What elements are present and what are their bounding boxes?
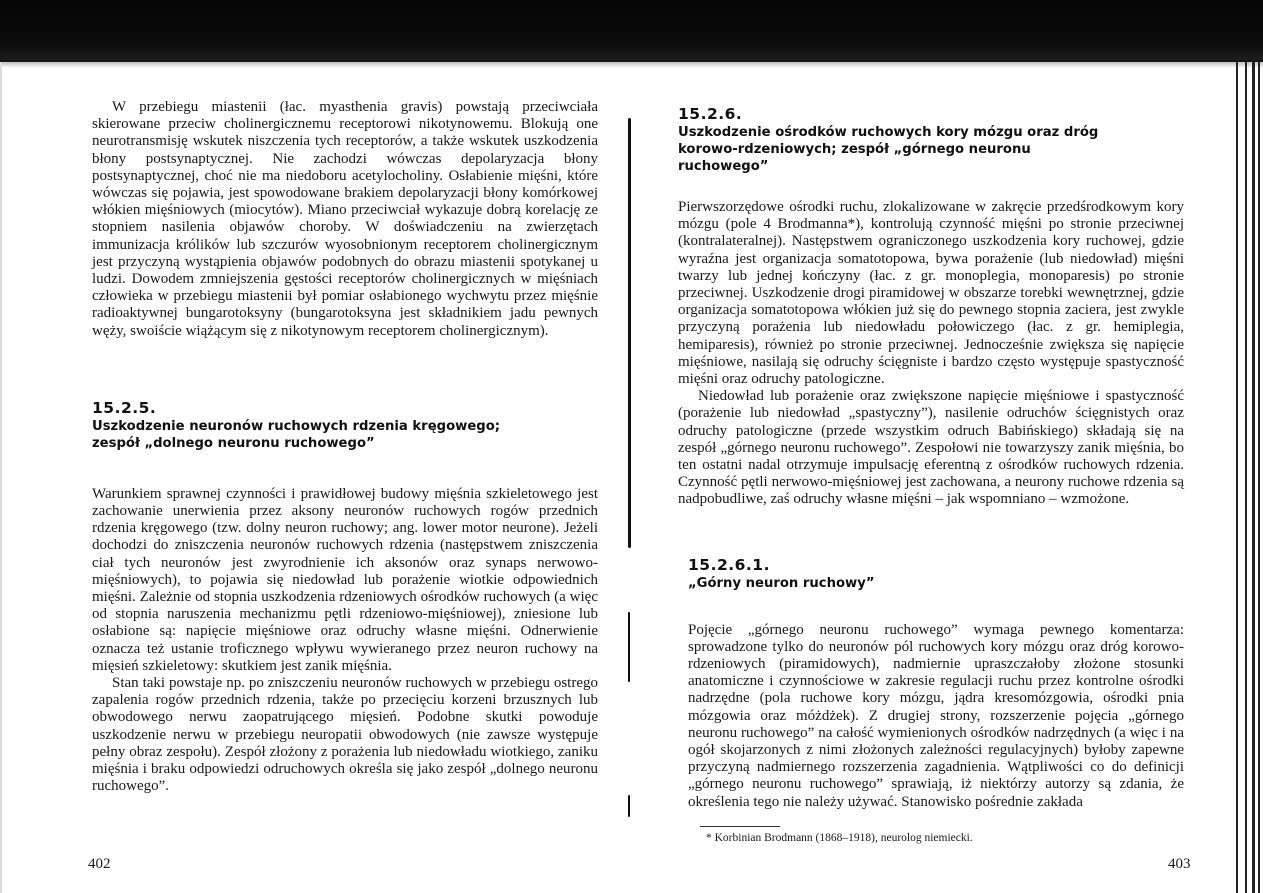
paragraph: Pierwszorzędowe ośrodki ruchu, zlokalizowane w zakręcie przedśrodkowym kory mózgu (pole 4 Brodmanna*), kontrolują czynność mięśni po stronie przeciwnej (kontralateralnej). Następstwem ograniczonego uszkodzenia kory ruchowej, gdzie wyraźna jest organizacja somatotopowa, bywa porażenie (lub niedowład) mięśni twarzy lub jednej kończyny (łac. z gr. monoplegia, monoparesis) po stronie przeciwnej. Uszkodzenie drogi piramidowej w obszarze torebki wewnętrznej, gdzie organizacja somatotopowa włókien już się do pewnego stopnia zaciera, jest zwykle przyczyną porażenia lub niedowładu połowiczego (łac. z gr. hemiplegia, hemiparesis), również po stronie przeciwnej. Jednocześnie zwiększa się napięcie mięśniowe, nasilają się odruchy ścięgniste i bardzo często występuje spastyczność mięśni oraz odruchy patologiczne.: [678, 199, 1184, 388]
gutter-line: [628, 612, 630, 682]
subsection-title: „Górny neuron ruchowy”: [688, 575, 875, 591]
right-page: [678, 104, 1184, 811]
section-number: 15.2.5.: [92, 398, 157, 417]
paragraph: Warunkiem sprawnej czynności i prawidłowej budowy mięśnia szkieletowego jest zachowanie unerwienia przez aksony neuronów ruchowych rogów przednich rdzenia kręgowego (tzw. dolny neuron ruchowy; ang. lower motor neurone). Jeżeli dochodzi do zniszczenia neuronów ruchowych rdzenia (następstwem zniszczenia ciał tych neuronów jest zwyrodnienie ich aksonów oraz synaps nerwowo-mięśniowych), to pojawia się niedowład lub porażenie wiotkie odpowiednich mięśni. Zależnie od stopnia uszkodzenia rdzeniowych ośrodków ruchowych (a więc od stopnia naruszenia mechanizmu pętli rdzeniowo-mięśniowej), zniesione lub osłabione są: napięcie mięśniowe oraz odruchy własne mięśni. Odnerwienie oznacza też ustanie troficznego wpływu wywieranego przez neuron ruchowy na mięsień szkieletowy: skutkiem jest zanik mięśnia.: [92, 485, 598, 674]
page-edge-right: [1236, 62, 1238, 893]
paragraph-intro: W przebiegu miastenii (łac. myasthenia gravis) powstają przeciwciała skierowane przeciw cholinergicznemu receptorowi nikotynowemu. Blokują one neurotransmisję wskutek niszczenia tych receptorów, a także wskutek uszkodzenia błony postsynaptycznej. Nie zachodzi wówczas depolaryzacja błony postsynaptycznej, choć nie ma niedoboru acetylocholiny. Osłabienie mięśni, które wówczas się pojawia, jest spowodowane brakiem depolaryzacji błony komórkowej włókien mięśniowych (miocytów). Miano przeciwciał wykazuje dobrą korelację ze stopniem nasilenia objawów choroby. W doświadczeniu na zwierzętach immunizacja królików lub szczurów wyosobnionym receptorem cholinergicznym jest przyczyną wystąpienia objawów podobnych do obrazu miastenii spotykanej u ludzi. Dowodem zmniejszenia gęstości receptorów cholinergicznych w mięśniach człowieka w przebiegu miastenii był pomiar osłabionego wychwytu przez mięśnie radioaktywnej bungarotoksyny (bungarotoksyna jest składnikiem jadu pewnych węży, swoiście wiążącym się z nikotynowym receptorem cholinergicznym).: [92, 99, 598, 339]
page-edge-right: [1245, 62, 1247, 893]
section-title: Uszkodzenie neuronów ruchowych rdzenia kręgowego; zespół „dolnego neuronu ruchowego”: [92, 418, 501, 451]
page-number: 402: [88, 856, 111, 872]
page-edge-right: [1252, 62, 1255, 893]
paragraph: Niedowład lub porażenie oraz zwiększone napięcie mięśniowe i spastyczność (porażenie lub niedowład „spastyczny”), nasilenie odruchów ścięgnistych oraz odruchy patologiczne (przede wszystkim odruch Babińskiego) składają się na zespół „górnego neuronu ruchowego”. Zespołowi nie towarzyszy zanik mięśnia, bo ten ostatni nadal otrzymuje impulsację eferentną z ośrodków ruchowych rdzenia. Czynność pętli nerwowo-mięśniowej jest zachowana, a neurony ruchowe rdzenia są nadpobudliwe, zaś odruchy własne mięśni – jak wspomniano – wzmożone.: [678, 388, 1184, 508]
page-number: 403: [1168, 856, 1191, 872]
footnote-rule: [700, 826, 780, 827]
page-edge-left: [0, 62, 2, 893]
gutter-line: [628, 118, 631, 548]
left-page: [92, 99, 598, 796]
footnote: * Korbinian Brodmann (1868–1918), neurolog niemiecki.: [706, 832, 973, 844]
section-number: 15.2.6.: [678, 105, 743, 123]
section-title: Uszkodzenie ośrodków ruchowych kory mózgu oraz dróg korowo-rdzeniowych; zespół „górnego neuronu ruchowego”: [678, 125, 1099, 174]
paragraph: Stan taki powstaje np. po zniszczeniu neuronów ruchowych w przebiegu ostrego zapalenia rogów przednich rdzenia, także po przecięciu korzeni brzusznych lub obwodowego nerwu zaopatrującego mięsień. Podobne skutki powoduje uszkodzenie nerwu w przebiegu neuropatii obwodowych (nie zawsze występuje pełny obraz zespołu). Zespół złożony z porażenia lub niedowładu wiotkiego, zaniku mięśnia i braku odpowiedzi odruchowych określa się jako zespół „dolnego neuronu ruchowego”.: [92, 675, 598, 795]
subsection-number: 15.2.6.1.: [688, 555, 770, 574]
page-edge-right: [1258, 62, 1260, 893]
paragraph: Pojęcie „górnego neuronu ruchowego” wymaga pewnego komentarza: sprowadzone tylko do neuronów pól ruchowych kory mózgu oraz dróg korowo-rdzeniowych (piramidowych), nadmiernie upraszczałoby złożone stosunki anatomiczne i czynnościowe w zakresie regulacji ruchu przez kontrolne ośrodki nadrzędne (pola ruchowe kory mózgu, jądra kresomózgowia, ośrodki pnia mózgowia oraz móżdżek). Z drugiej strony, rozszerzenie pojęcia „górnego neuronu ruchowego” na całość wymienionych ośrodków nadrzędnych (a więc i na ogół skojarzonych z nimi złożonych zależności regulacyjnych) byłoby zapewne przyczyną nadmiernego rozszerzenia zagadnienia. Wątpliwości co do definicji „górnego neuronu ruchowego” sprawiają, iż niektórzy autorzy są zdania, że określenia tego nie należy używać. Stanowisko pośrednie zakłada: [688, 621, 1184, 810]
scan-shadow-top: [0, 0, 1263, 62]
gutter-line: [628, 795, 630, 817]
